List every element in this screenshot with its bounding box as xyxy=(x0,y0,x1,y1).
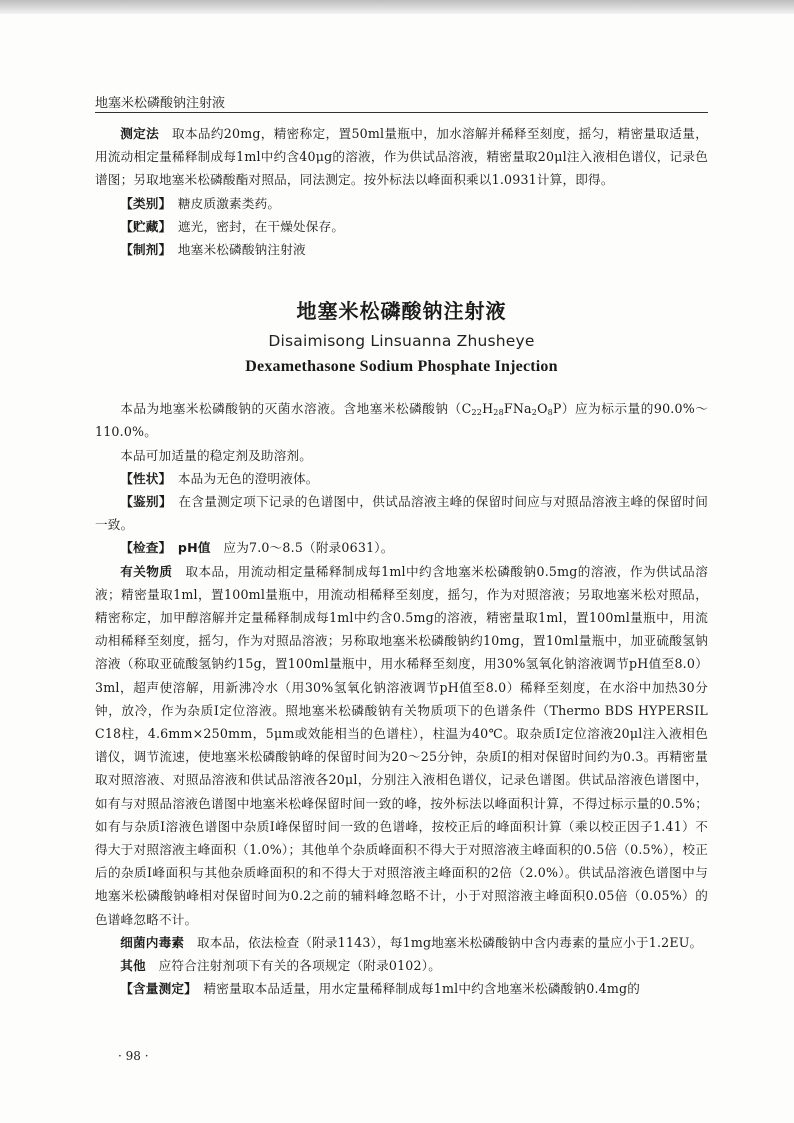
storage-label: 【贮藏】 xyxy=(120,218,166,234)
formula-c: C xyxy=(461,401,472,417)
intro-text-b: ）应为标示量的90.0%～110.0%。 xyxy=(95,401,708,440)
monograph-title-pinyin: Disaimisong Linsuanna Zhusheye xyxy=(268,332,535,351)
properties-label: 【性状】 xyxy=(120,470,166,486)
scan-edge xyxy=(0,0,794,14)
tests-label: 【检查】 xyxy=(120,540,166,556)
tests-paragraph xyxy=(95,536,708,559)
intro-paragraph xyxy=(95,397,708,443)
intro-text-a: 本品为地塞米松磷酸钠的灭菌水溶液。含地塞米松磷酸钠（ xyxy=(120,401,462,417)
identification-paragraph xyxy=(95,490,708,536)
monograph-title-en: Dexamethasone Sodium Phosphate Injection xyxy=(245,358,558,376)
page-body xyxy=(95,122,708,1001)
assay-text: 精密量取本品适量，用水定量稀释制成每1ml中约含地塞米松磷酸钠0.4mg的 xyxy=(203,981,641,997)
formula-h: H xyxy=(482,401,494,417)
formula-o-count: 8 xyxy=(547,408,553,418)
storage-paragraph xyxy=(95,215,708,238)
assay-paragraph xyxy=(95,977,708,1000)
molecular-formula xyxy=(462,401,562,416)
prev-assay-paragraph xyxy=(95,122,708,192)
ph-text: 应为7.0～8.5（附录0631）。 xyxy=(223,540,394,556)
properties-text: 本品为无色的澄明液体。 xyxy=(177,470,319,486)
preparation-paragraph xyxy=(95,238,708,261)
formula-c-count: 22 xyxy=(471,408,483,418)
identification-label: 【鉴别】 xyxy=(120,494,166,510)
storage-text: 遮光，密封，在干燥处保存。 xyxy=(177,218,345,234)
running-header: 地塞米松磷酸钠注射液 xyxy=(95,96,226,111)
formula-h-count: 28 xyxy=(493,408,504,418)
endotoxin-label: 细菌内毒素 xyxy=(120,934,185,950)
ph-label: pH值 xyxy=(177,540,211,556)
endotoxin-text: 取本品，依法检查（附录1143），每1mg地塞米松磷酸钠中含内毒素的量应小于1.2EU。 xyxy=(196,934,703,950)
formula-fna: FNa xyxy=(503,401,532,417)
related-substances-paragraph xyxy=(95,560,708,931)
assay-label: 【含量测定】 xyxy=(120,981,191,997)
related-substances-text: 取本品，用流动相定量稀释制成每1ml中约含地塞米松磷酸钠0.5mg的溶液，作为供试品溶液；精密量取1ml，置100ml量瓶中，用流动相稀释至刻度，摇匀，作为对照溶液；另取地塞米松对照品，精密称定，加甲醇溶解并定量稀释制成每1ml中约含0.5mg的溶液，精密量取1ml，置100ml量瓶中，用流动相稀释至刻度，摇匀，作为对照品溶液；另称取地塞米松磷酸钠约10mg，置10ml量瓶中，加亚硫酸氢钠溶液（称取亚硫酸氢钠约15g，置100ml量瓶中，用水稀释至刻度，用30%氢氧化钠溶液调节pH值至8.0）3ml，超声使溶解，用新沸冷水（用30%氢氧化钠溶液调节pH值至8.0）稀释至刻度，在水浴中加热30分钟，放冷，作为杂质Ⅰ定位溶液。照地塞米松磷酸钠有关物质项下的色谱条件（Thermo BDS HYPERSIL C18柱，4.6mm×250mm，5μm或效能相当的色谱柱），柱温为40℃。取杂质Ⅰ定位溶液20μl注入液相色谱仪，调节流速，使地塞米松磷酸钠峰的保留时间为20～25分钟，杂质Ⅰ的相对保留时间约为0.3。再精密量取对照溶液、对照品溶液和供试品溶液各20μl，分别注入液相色谱仪，记录色谱图。供试品溶液色谱图中，如有与对照品溶液色谱图中地塞米松峰保留时间一致的峰，按外标法以峰面积计算，不得过标示量的0.5%；如有与杂质Ⅰ溶液色谱图中杂质Ⅰ峰保留时间一致的色谱峰，按校正后的峰面积计算（乘以校正因子1.41）不得大于对照溶液主峰面积（1.0%）；其他单个杂质峰面积不得大于对照溶液主峰面积的0.5倍（0.5%），校正后的杂质Ⅰ峰面积与其他杂质峰面积的和不得大于对照溶液主峰面积的2倍（2.0%）。供试品溶液色谱图中与地塞米松磷酸钠峰相对保留时间为0.2之前的辅料峰忽略不计，小于对照溶液主峰面积0.05倍（0.05%）的色谱峰忽略不计。 xyxy=(95,563,708,927)
formula-na-count: 2 xyxy=(531,408,538,418)
stabilizer-paragraph: 本品可加适量的稳定剂及助溶剂。 xyxy=(120,447,313,463)
endotoxin-paragraph xyxy=(95,931,708,954)
category-text: 糖皮质激素类药。 xyxy=(177,195,281,211)
formula-p: P xyxy=(552,401,562,417)
preparation-label: 【制剂】 xyxy=(120,242,166,258)
header-rule xyxy=(95,112,708,113)
monograph-title-block xyxy=(95,297,708,379)
related-substances-label: 有关物质 xyxy=(120,563,173,579)
other-text: 应符合注射剂项下有关的各项规定（附录0102）。 xyxy=(158,958,442,974)
properties-paragraph xyxy=(95,467,708,490)
formula-o: O xyxy=(537,401,548,417)
category-paragraph xyxy=(95,192,708,215)
other-paragraph xyxy=(95,954,708,977)
category-label: 【类别】 xyxy=(120,195,166,211)
other-label: 其他 xyxy=(120,958,146,974)
page-number: · 98 · xyxy=(118,1049,149,1063)
prev-assay-text: 取本品约20mg，精密称定，置50ml量瓶中，加水溶解并稀释至刻度，摇匀，精密量取适量，用流动相定量稀释制成每1ml中约含40μg的溶液，作为供试品溶液，精密量取20μl注入液相色谱仪，记录色谱图；另取地塞米松磷酸酯对照品，同法测定。按外标法以峰面积乘以1.0931计算，即得。 xyxy=(95,126,708,188)
monograph-title-cn: 地塞米松磷酸钠注射液 xyxy=(296,299,507,324)
identification-text: 在含量测定项下记录的色谱图中，供试品溶液主峰的保留时间应与对照品溶液主峰的保留时间一致。 xyxy=(95,494,709,533)
prev-assay-label: 测定法 xyxy=(120,126,160,141)
preparation-text: 地塞米松磷酸钠注射液 xyxy=(177,242,306,258)
